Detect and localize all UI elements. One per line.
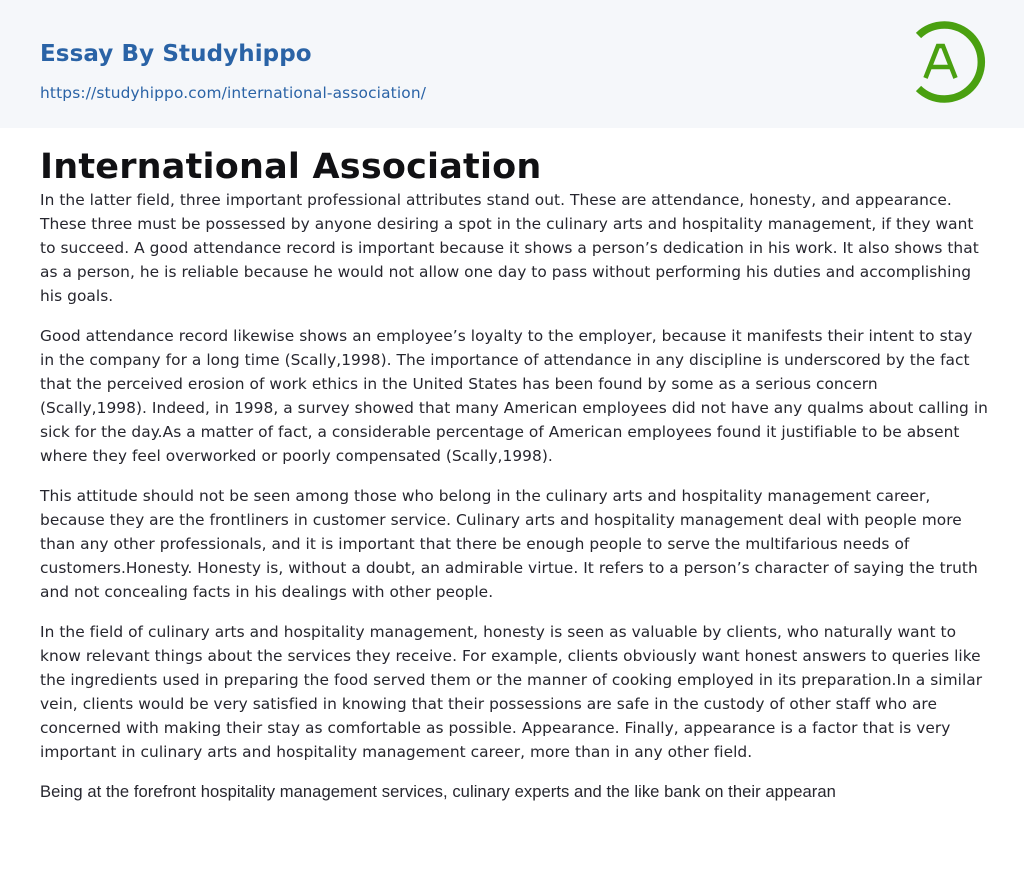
article-paragraph-truncated: Being at the forefront hospitality management services, culinary experts and the like bank on their appearan bbox=[40, 782, 836, 801]
studyhippo-a-logo-icon[interactable] bbox=[912, 19, 986, 105]
page-title: International Association bbox=[40, 147, 542, 187]
article-paragraph: In the field of culinary arts and hospitality management, honesty is seen as valuable by clients, who naturally want to know relevant things about the services they receive. For example, clients obviously want honest answers to queries like the ingredients used in preparing the food served them or the manner of cooking employed in its preparation.In a similar vein, clients would be very satisfied in knowing that their possessions are safe in the custody of other staff who are concerned with making their stay as comfortable as possible. Appearance. Finally, appearance is a factor that is very important in culinary arts and hospitality management career, more than in any other field. bbox=[40, 623, 983, 761]
essay-url-link[interactable]: https://studyhippo.com/international-association/ bbox=[40, 84, 427, 102]
article-paragraph: Good attendance record likewise shows an employee’s loyalty to the employer, because it manifests their intent to stay in the company for a long time (Scally,1998). The importance of attendance in any discipline is underscored by the fact that the perceived erosion of work ethics in the United States has been found by some as a serious concern (Scally,1998). Indeed, in 1998, a survey showed that many American employees did not have any qualms about calling in sick for the day.As a matter of fact, a considerable percentage of American employees found it justifiable to be absent where they feel overworked or poorly compensated (Scally,1998). bbox=[40, 327, 988, 465]
article-paragraph: In the latter field, three important professional attributes stand out. These are attendance, honesty, and appearance. These three must be possessed by anyone desiring a spot in the culinary arts and hospitality management, if they want to succeed. A good attendance record is important because it shows a person’s dedication in his work. It also shows that as a person, he is reliable because he would not allow one day to pass without performing his duties and accomplishing his goals. bbox=[40, 191, 979, 305]
brand-title: Essay By Studyhippo bbox=[40, 41, 312, 67]
site-header bbox=[0, 0, 1024, 128]
article-paragraph: This attitude should not be seen among those who belong in the culinary arts and hospitality management career, because they are the frontliners in customer service. Culinary arts and hospitality management deal with people more than any other professionals, and it is important that there be enough people to serve the multifarious needs of customers.Honesty. Honesty is, without a doubt, an admirable virtue. It refers to a person’s character of saying the truth and not concealing facts in his dealings with other people. bbox=[40, 487, 978, 601]
article bbox=[0, 128, 1024, 804]
